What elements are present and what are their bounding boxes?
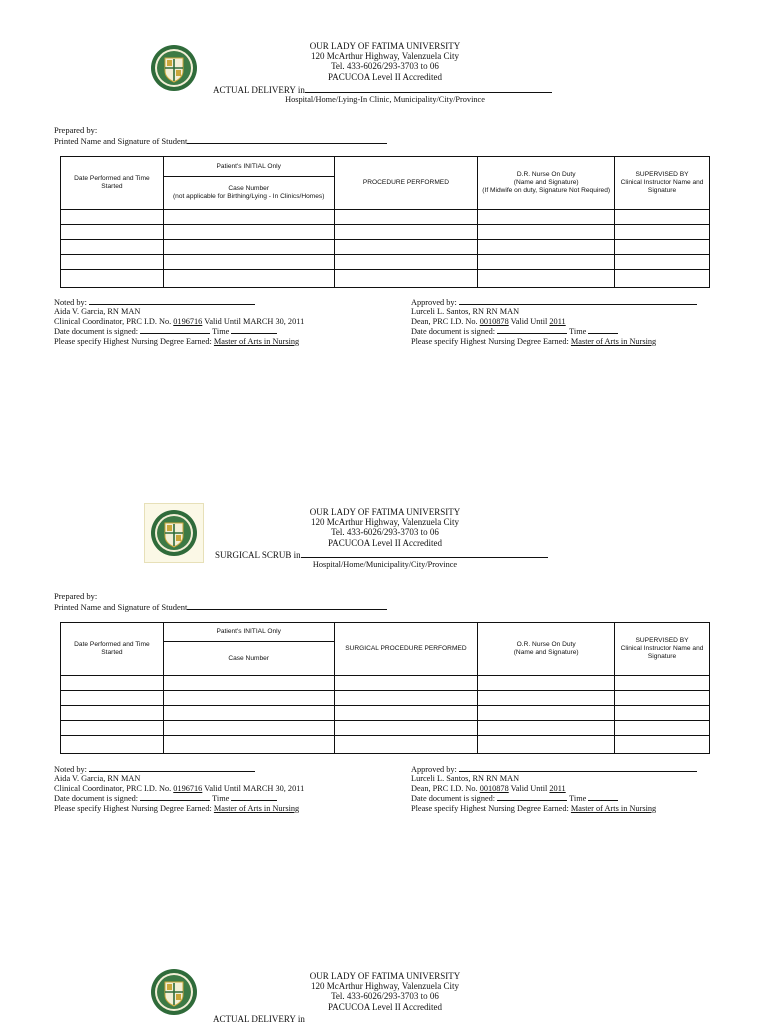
nurse-note-name: (Name and Signature) [513,649,579,656]
university-seal-icon [150,44,198,92]
approved-degree-label: Please specify Highest Nursing Degree Earned: [411,803,569,813]
noted-date-line[interactable] [140,326,210,334]
noted-valid-until: Valid Until MARCH 30, 2011 [204,316,305,326]
student-signature-line[interactable] [187,602,387,610]
approved-prc-number: 0010878 [479,316,509,326]
approved-date-line[interactable] [497,793,567,801]
noted-degree: Master of Arts in Nursing [213,336,300,346]
approved-valid-year: 2011 [549,316,566,326]
university-accreditation: PACUCOA Level II Accredited [328,71,442,82]
printed-name-label: Printed Name and Signature of Student [54,135,188,146]
place-sublabel: Hospital/Home/Lying-In Clinic, Municipality/City/Province [285,95,485,104]
procedure-log-table [60,622,710,754]
supervised-title: SUPERVISED BY [635,171,689,179]
university-address: 120 McArthur Highway, Valenzuela City [311,517,459,528]
approved-signature-line[interactable] [459,764,697,772]
table-row [61,270,710,288]
approved-by-block [411,297,697,346]
noted-by-label: Noted by: [54,298,87,307]
col-nurse-header [478,623,615,676]
noted-time-line[interactable] [231,326,277,334]
approved-position: Dean, PRC I.D. No. [411,316,478,326]
university-tel: Tel. 433-6026/293-3703 to 06 [331,61,439,72]
approved-valid-year: 2011 [549,783,566,793]
place-blank-line[interactable] [301,549,548,558]
seal-graphic [150,509,198,557]
approved-time-line[interactable] [588,793,618,801]
university-header [240,41,530,82]
table-row [61,721,710,736]
seal-graphic [150,44,198,92]
noted-prc-number: 0196716 [173,316,203,326]
col-date-header: Date Performed and Time Started [61,623,164,676]
noted-position: Clinical Coordinator, PRC I.D. No. [54,783,172,793]
approved-time-line[interactable] [588,326,618,334]
approved-prc-number: 0010878 [479,783,509,793]
activity-label: ACTUAL DELIVERY in [213,85,305,95]
prepared-block [54,592,387,612]
col-patient-header: Patient's INITIAL Only [163,157,334,177]
nurse-title: O.R. Nurse On Duty [516,641,576,649]
noted-time-label: Time [212,327,230,337]
noted-date-label: Date document is signed: [54,327,139,337]
col-date-header: Date Performed and Time Started [61,157,164,210]
noted-name: Aida V. Garcia, RN MAN [54,774,141,784]
noted-degree: Master of Arts in Nursing [213,803,300,813]
university-seal-icon [144,503,204,563]
student-signature-line[interactable] [187,136,387,144]
prepared-block [54,126,387,146]
case-note: (not applicable for Birthing/Lying - In Clinics/Homes) [172,193,325,200]
col-procedure-header: PROCEDURE PERFORMED [334,157,478,210]
noted-date-label: Date document is signed: [54,794,139,804]
col-nurse-header [478,157,615,210]
noted-time-label: Time [212,794,230,804]
noted-valid-until: Valid Until MARCH 30, 2011 [204,783,305,793]
nurse-note-name: (Name and Signature) [513,179,579,187]
table-row [61,691,710,706]
noted-by-block [54,764,304,813]
approved-degree: Master of Arts in Nursing [570,336,657,346]
table-row [61,255,710,270]
supervised-note: Clinical Instructor Name and Signature [620,645,704,660]
noted-degree-label: Please specify Highest Nursing Degree Earned: [54,803,212,813]
table-row [61,210,710,225]
table-row [61,676,710,691]
university-header [240,971,530,1012]
activity-label: ACTUAL DELIVERY in [213,1014,305,1024]
noted-degree-label: Please specify Highest Nursing Degree Earned: [54,336,212,346]
noted-signature-line[interactable] [89,297,255,305]
university-header [240,507,530,548]
noted-signature-line[interactable] [89,764,255,772]
approved-time-label: Time [569,794,587,804]
case-title: Case Number [228,185,270,193]
approved-degree-label: Please specify Highest Nursing Degree Earned: [411,336,569,346]
activity-label: SURGICAL SCRUB in [215,550,301,560]
approved-date-line[interactable] [497,326,567,334]
university-accreditation: PACUCOA Level II Accredited [328,1001,442,1012]
noted-position: Clinical Coordinator, PRC I.D. No. [54,316,172,326]
col-patient-header: Patient's INITIAL Only [163,623,334,642]
col-case-header [163,177,334,210]
place-sublabel: Hospital/Home/Municipality/City/Province [312,560,458,569]
approved-position: Dean, PRC I.D. No. [411,783,478,793]
university-tel: Tel. 433-6026/293-3703 to 06 [331,991,439,1002]
table-row [61,706,710,721]
approved-by-block [411,764,697,813]
printed-name-label: Printed Name and Signature of Student [54,601,188,612]
approved-degree: Master of Arts in Nursing [570,803,657,813]
col-case-header: Case Number [163,642,334,676]
university-tel: Tel. 433-6026/293-3703 to 06 [331,527,439,538]
noted-date-line[interactable] [140,793,210,801]
approved-date-label: Date document is signed: [411,327,496,337]
prepared-by-label: Prepared by: [54,591,98,601]
university-name: OUR LADY OF FATIMA UNIVERSITY [309,507,461,517]
approved-valid-label: Valid Until [510,316,548,326]
nurse-note-midwife: (If Midwife on duty, Signature Not Required) [482,186,611,194]
approved-valid-label: Valid Until [510,783,548,793]
supervised-note: Clinical Instructor Name and Signature [620,179,704,194]
approved-by-label: Approved by: [411,765,457,774]
noted-prc-number: 0196716 [173,783,203,793]
approved-by-label: Approved by: [411,298,457,307]
seal-graphic [150,968,198,1016]
university-name: OUR LADY OF FATIMA UNIVERSITY [309,41,461,51]
university-name: OUR LADY OF FATIMA UNIVERSITY [309,971,461,981]
table-row [61,240,710,255]
noted-name: Aida V. Garcia, RN MAN [54,307,141,317]
activity-line [213,1014,305,1024]
noted-by-block [54,297,304,346]
approved-date-label: Date document is signed: [411,794,496,804]
col-procedure-header: SURGICAL PROCEDURE PERFORMED [334,623,478,676]
prepared-by-label: Prepared by: [54,125,98,135]
col-supervised-header [615,157,710,210]
table-row [61,225,710,240]
col-supervised-header [615,623,710,676]
approved-name: Lurceli L. Santos, RN RN MAN [411,307,520,317]
activity-line [213,84,552,95]
activity-line [215,549,548,560]
university-address: 120 McArthur Highway, Valenzuela City [311,981,459,992]
university-address: 120 McArthur Highway, Valenzuela City [311,51,459,62]
university-accreditation: PACUCOA Level II Accredited [328,537,442,548]
approved-time-label: Time [569,327,587,337]
approved-name: Lurceli L. Santos, RN RN MAN [411,774,520,784]
supervised-title: SUPERVISED BY [635,637,689,645]
university-seal-icon [150,968,198,1016]
noted-by-label: Noted by: [54,765,87,774]
nurse-title: D.R. Nurse On Duty [516,171,576,179]
table-row [61,736,710,754]
procedure-log-table [60,156,710,288]
approved-signature-line[interactable] [459,297,697,305]
noted-time-line[interactable] [231,793,277,801]
place-blank-line[interactable] [305,84,552,93]
